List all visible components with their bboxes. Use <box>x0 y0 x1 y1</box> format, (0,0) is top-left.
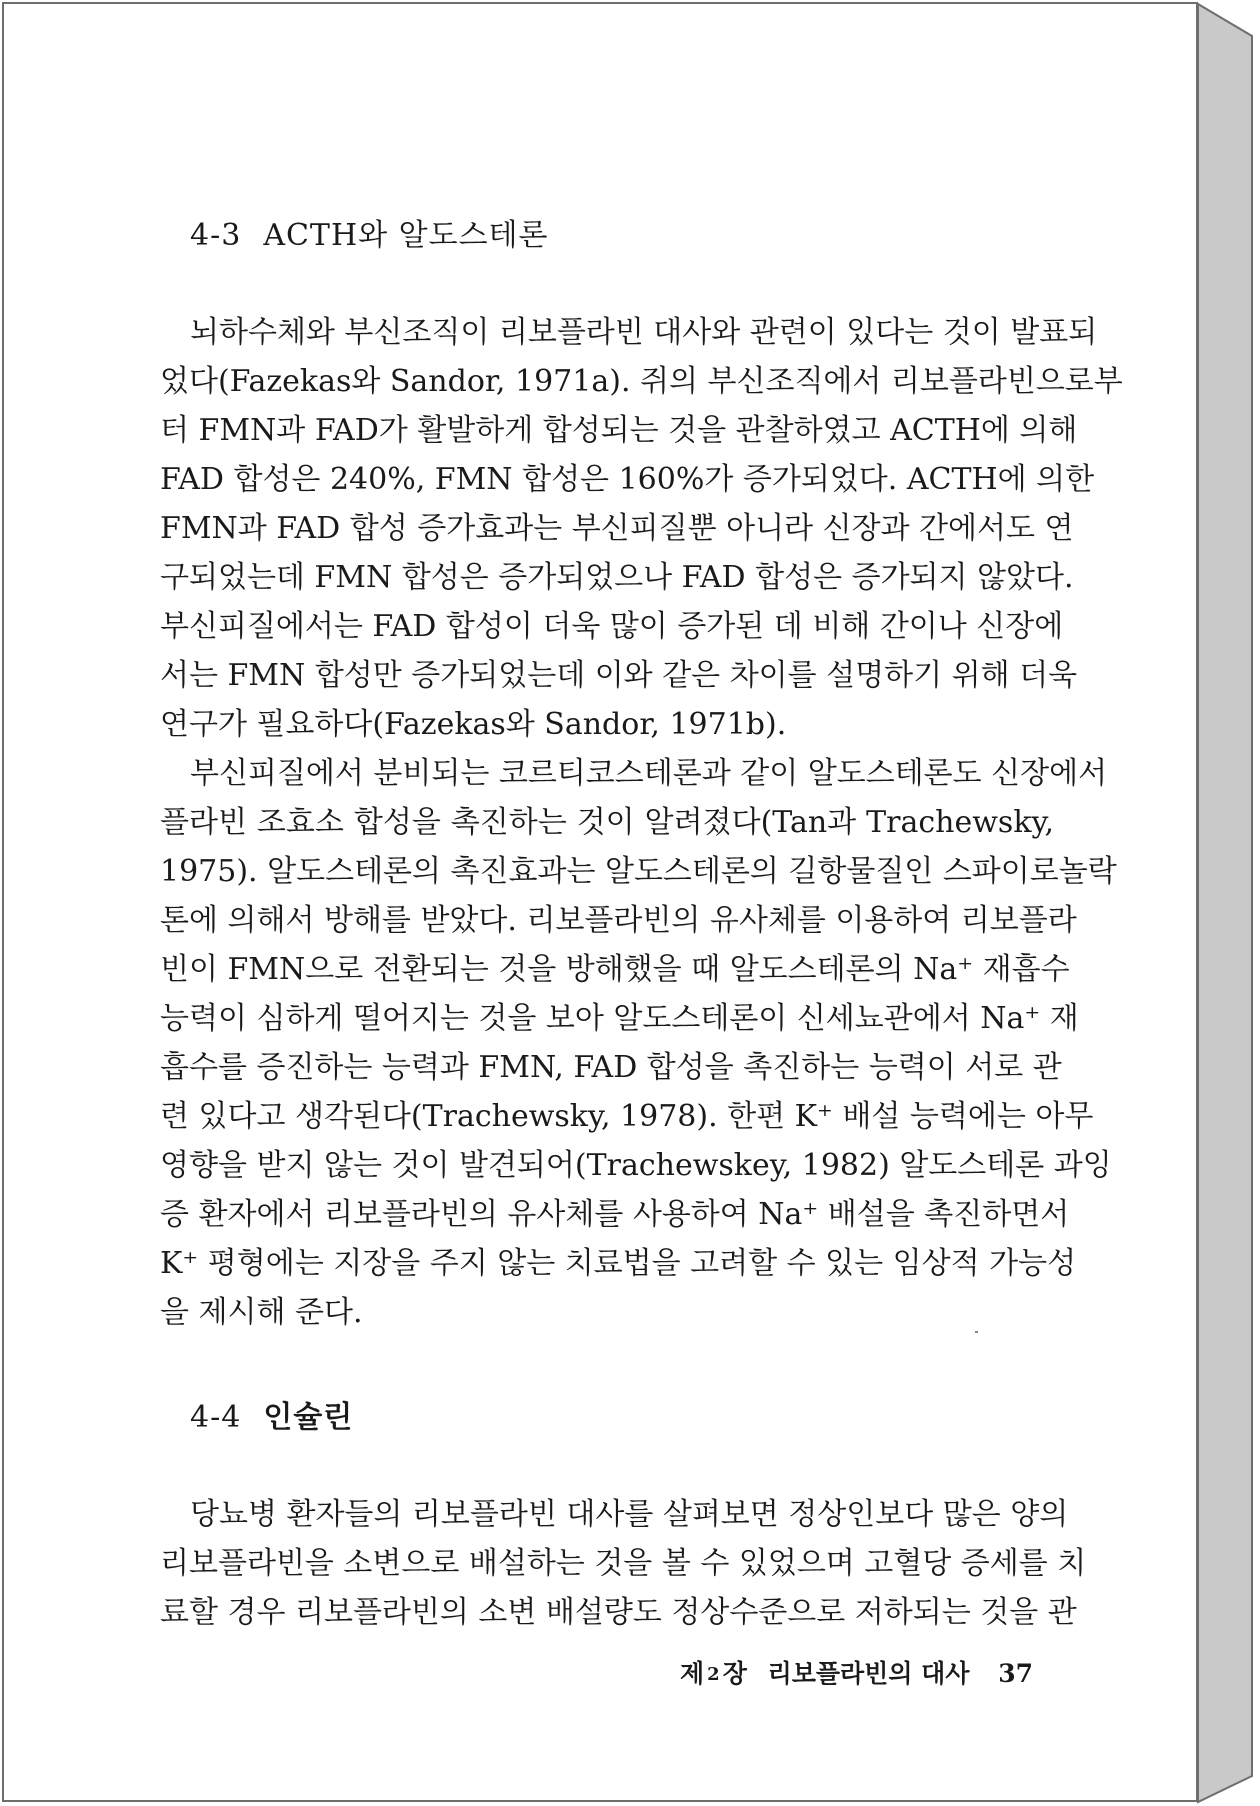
text-line: 을 제시해 준다. <box>160 1295 363 1330</box>
section-heading-4-3 <box>190 210 549 254</box>
text-line: 당뇨병 환자들의 리보플라빈 대사를 살펴보면 정상인보다 많은 양의 <box>190 1497 1069 1532</box>
section-number: 4-4 <box>190 1400 242 1435</box>
text-line: 빈이 FMN으로 전환되는 것을 방해했을 때 알도스테론의 Na⁺ 재흡수 <box>160 952 1070 987</box>
paragraph-insulin <box>160 1490 1087 1637</box>
text-line: FMN과 FAD 합성 증가효과는 부신피질뿐 아니라 신장과 간에서도 연 <box>160 511 1074 546</box>
text-line: 증 환자에서 리보플라빈의 유사체를 사용하여 Na⁺ 배설을 촉진하면서 <box>160 1197 1070 1232</box>
text-line: 부신피질에서는 FAD 합성이 더욱 많이 증가된 데 비해 간이나 신장에 <box>160 609 1064 644</box>
text-line: 서는 FMN 합성만 증가되었는데 이와 같은 차이를 설명하기 위해 더욱 <box>160 658 1078 693</box>
section-number: 4-3 <box>190 218 242 253</box>
text-line: 리보플라빈을 소변으로 배설하는 것을 볼 수 있었으며 고혈당 증세를 치 <box>160 1546 1087 1581</box>
text-line: 었다(Fazekas와 Sandor, 1971a). 쥐의 부신조직에서 리보플라빈으로부 <box>160 364 1123 399</box>
text-line: 연구가 필요하다(Fazekas와 Sandor, 1971b). <box>160 707 787 742</box>
text-line: 구되었는데 FMN 합성은 증가되었으나 FAD 합성은 증가되지 않았다. <box>160 560 1074 595</box>
text-line: K⁺ 평형에는 지장을 주지 않는 치료법을 고려할 수 있는 임상적 가능성 <box>160 1246 1077 1281</box>
text-line: FAD 합성은 240%, FMN 합성은 160%가 증가되었다. ACTH에 의한 <box>160 462 1095 497</box>
text-line: 1975). 알도스테론의 촉진효과는 알도스테론의 길항물질인 스파이로놀락 <box>160 854 1117 889</box>
text-line: 톤에 의해서 방해를 받았다. 리보플라빈의 유사체를 이용하여 리보플라 <box>160 903 1077 938</box>
text-line: 부신피질에서 분비되는 코르티코스테론과 같이 알도스테론도 신장에서 <box>190 756 1108 791</box>
text-line: 뇌하수체와 부신조직이 리보플라빈 대사와 관련이 있다는 것이 발표되 <box>190 315 1098 350</box>
chapter-suffix: 장 <box>722 1659 747 1688</box>
running-footer <box>680 1654 1033 1690</box>
chapter-number: 2 <box>707 1664 720 1685</box>
text-line: 흡수를 증진하는 능력과 FMN, FAD 합성을 촉진하는 능력이 서로 관 <box>160 1050 1062 1085</box>
section-title: 인슐린 <box>263 1400 354 1435</box>
text-line: 터 FMN과 FAD가 활발하게 합성되는 것을 관찰하였고 ACTH에 의해 <box>160 413 1078 448</box>
text-line: 플라빈 조효소 합성을 촉진하는 것이 알려졌다(Tan과 Trachewsky, <box>160 805 1054 840</box>
text-line: 영향을 받지 않는 것이 발견되어(Trachewskey, 1982) 알도스테론 과잉 <box>160 1148 1112 1183</box>
paragraph-aldosterone-intro <box>160 308 1123 749</box>
text-line: 료할 경우 리보플라빈의 소변 배설량도 정상수준으로 저하되는 것을 관 <box>160 1595 1077 1630</box>
chapter-prefix: 제 <box>680 1659 705 1688</box>
text-line: 능력이 심하게 떨어지는 것을 보아 알도스테론이 신세뇨관에서 Na⁺ 재 <box>160 1001 1079 1036</box>
text-line: 련 있다고 생각된다(Trachewsky, 1978). 한편 K⁺ 배설 능력에는 아무 <box>160 1099 1094 1134</box>
section-heading-4-4 <box>190 1392 353 1436</box>
section-title: ACTH와 알도스테론 <box>263 218 549 253</box>
paragraph-aldosterone-effects <box>160 749 1117 1337</box>
chapter-title: 리보플라빈의 대사 <box>767 1659 970 1688</box>
page-number: 37 <box>998 1659 1033 1688</box>
scan-speck <box>975 1331 978 1333</box>
